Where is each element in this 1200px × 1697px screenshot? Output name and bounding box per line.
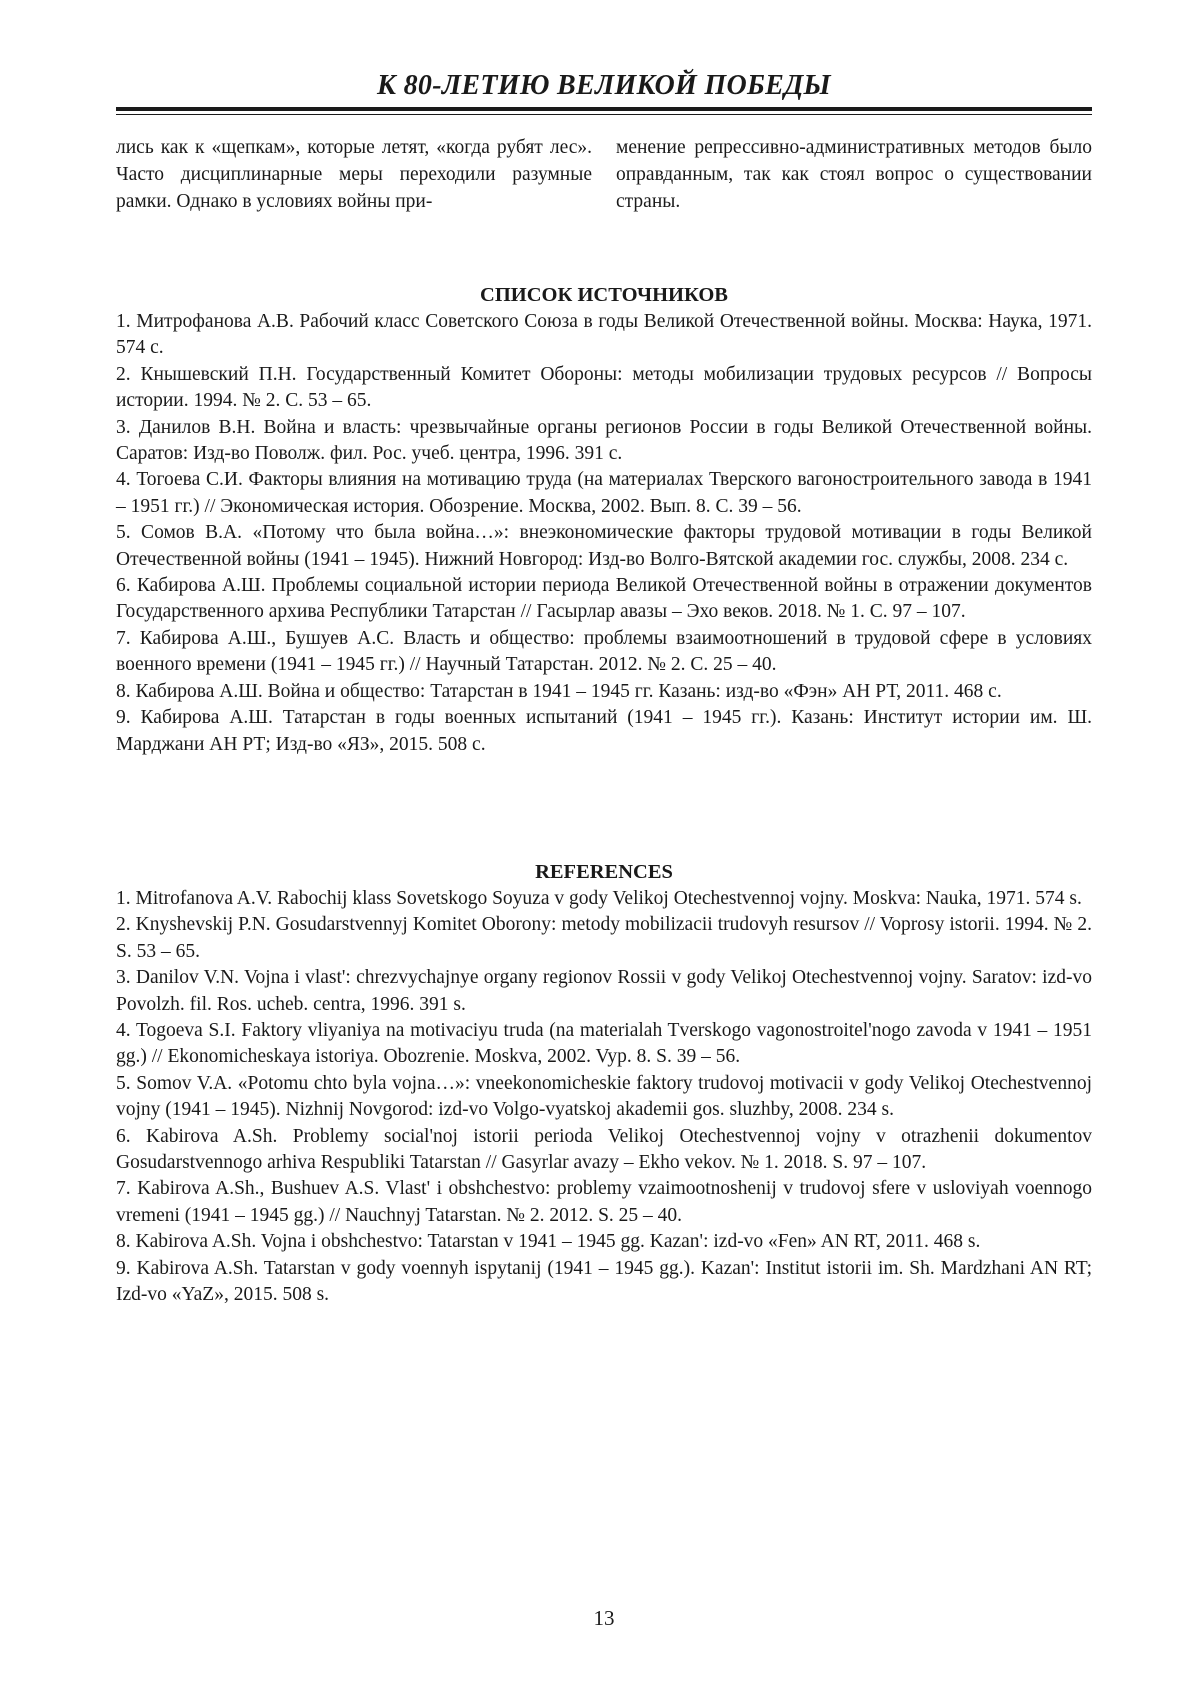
source-item: 5. Сомов В.А. «Потому что была война…»: внеэкономические факторы трудовой мотивации в годы Великой Отечественной войны (1941 – 1945). Нижний Новгород: Изд-во Волго-Вятской академии гос. службы, 2008. 234 с. — [116, 522, 1092, 570]
source-item: 8. Кабирова А.Ш. Война и общество: Татарстан в 1941 – 1945 гг. Казань: изд-во «Фэн» АН РТ, 2011. 468 с. — [116, 680, 1002, 702]
source-item: 4. Тогоева С.И. Факторы влияния на мотивацию труда (на материалах Тверского вагоностроительного завода в 1941 – 1951 гг.) // Экономическая история. Обозрение. Москва, 2002. Вып. 8. С. 39 – 56. — [116, 469, 1092, 517]
source-item: 1. Митрофанова А.В. Рабочий класс Советского Союза в годы Великой Отечественной войны. Москва: Наука, 1971. 574 с. — [116, 311, 1092, 359]
reference-item: 2. Knyshevskij P.N. Gosudarstvennyj Komitet Oborony: metody mobilizacii trudovyh resursov // Voprosy istorii. 1994. № 2. S. 53 – 65. — [116, 914, 1092, 962]
reference-item: 9. Kabirova A.Sh. Tatarstan v gody voennyh ispytanij (1941 – 1945 gg.). Kazan': Institut istorii im. Sh. Mardzhani AN RT; Izd-vo «YaZ», 2015. 508 s. — [116, 1257, 1092, 1306]
source-item: 7. Кабирова А.Ш., Бушуев А.С. Власть и общество: проблемы взаимоотношений в трудовой сфере в условиях военного времени (1941 – 1945 гг.) // Научный Татарстан. 2012. № 2. С. 25 – 40. — [116, 627, 1092, 676]
reference-item: 5. Somov V.A. «Potomu chto byla vojna…»: vneekonomicheskie faktory trudovoj motivacii v gody Velikoj Otechestvennoj vojny (1941 – 1945). Nizhnij Novgorod: izd-vo Volgo-vyatskoj akademii gos. sluzhby, 2008. 234 s. — [116, 1072, 1092, 1121]
source-item: 9. Кабирова А.Ш. Татарстан в годы военных испытаний (1941 – 1945 гг.). Казань: Институт истории им. Ш. Марджани АН РТ; Изд-во «ЯЗ», 2015. 508 с. — [116, 707, 1092, 755]
reference-item: 4. Togoeva S.I. Faktory vliyaniya na motivaciyu truda (na materialah Tverskogo vagonostroitel'nogo zavoda v 1941 – 1951 gg.) // Ekonomicheskaya istoriya. Obozrenie. Moskva, 2002. Vyp. 8. S. 39 – 56. — [116, 1020, 1092, 1068]
reference-item: 3. Danilov V.N. Vojna i vlast': chrezvychajnye organy regionov Rossii v gody Velikoj Otechestvennoj vojny. Saratov: izd-vo Povolzh. fil. Ros. ucheb. centra, 1996. 391 s. — [116, 967, 1092, 1015]
reference-item: 1. Mitrofanova A.V. Rabochij klass Sovetskogo Soyuza v gody Velikoj Otechestvennoj vojny. Moskva: Nauka, 1971. 574 s. — [116, 888, 1082, 909]
sources-heading: СПИСОК ИСТОЧНИКОВ — [480, 284, 728, 306]
source-item: 6. Кабирова А.Ш. Проблемы социальной истории периода Великой Отечественной войны в отражении документов Государственного архива Республики Татарстан // Гасырлар авазы – Эхо веков. 2018. № 1. С. 97 – 107. — [116, 575, 1092, 623]
reference-item: 7. Kabirova A.Sh., Bushuev A.S. Vlast' i obshchestvo: problemy vzaimootnoshenij v trudovoj sfere v usloviyah voennogo vremeni (1941 – 1945 gg.) // Nauchnyj Tatarstan. № 2. 2012. S. 25 – 40. — [116, 1178, 1092, 1226]
reference-item: 8. Kabirova A.Sh. Vojna i obshchestvo: Tatarstan v 1941 – 1945 gg. Kazan': izd-vo «Fen» AN RT, 2011. 468 s. — [116, 1231, 981, 1253]
source-item: 3. Данилов В.Н. Война и власть: чрезвычайные органы регионов России в годы Великой Отечественной войны. Саратов: Изд-во Поволж. фил. Рос. учеб. центра, 1996. 391 с. — [116, 416, 1092, 465]
reference-item: 6. Kabirova A.Sh. Problemy social'noj istorii perioda Velikoj Otechestvennoj vojny v otrazhenii dokumentov Gosudarstvennogo arhiva Respubliki Tatarstan // Gasyrlar avazy – Ekho vekov. № 1. 2018. S. 97 – 107. — [116, 1125, 1092, 1174]
source-item: 2. Кнышевский П.Н. Государственный Комитет Обороны: методы мобилизации трудовых ресурсов // Вопросы истории. 1994. № 2. С. 53 – 65. — [116, 363, 1092, 412]
running-header: К 80-ЛЕТИЮ ВЕЛИКОЙ ПОБЕДЫ — [377, 70, 831, 101]
page-number: 13 — [593, 1606, 615, 1630]
header-rule-thick — [116, 107, 1092, 111]
references-list — [116, 886, 1092, 1309]
intro-left-column: лись как к «щепкам», которые летят, «когда рубят лес». Часто дисциплинарные меры переходили разумные рамки. Однако в условиях войны при- — [116, 137, 592, 212]
references-heading: REFERENCES — [535, 861, 673, 883]
header-rule-thin — [116, 114, 1092, 115]
intro-right-column: менение репрессивно-административных методов было оправданным, так как стоял вопрос о существовании страны. — [616, 137, 1092, 212]
sources-list — [116, 309, 1092, 758]
